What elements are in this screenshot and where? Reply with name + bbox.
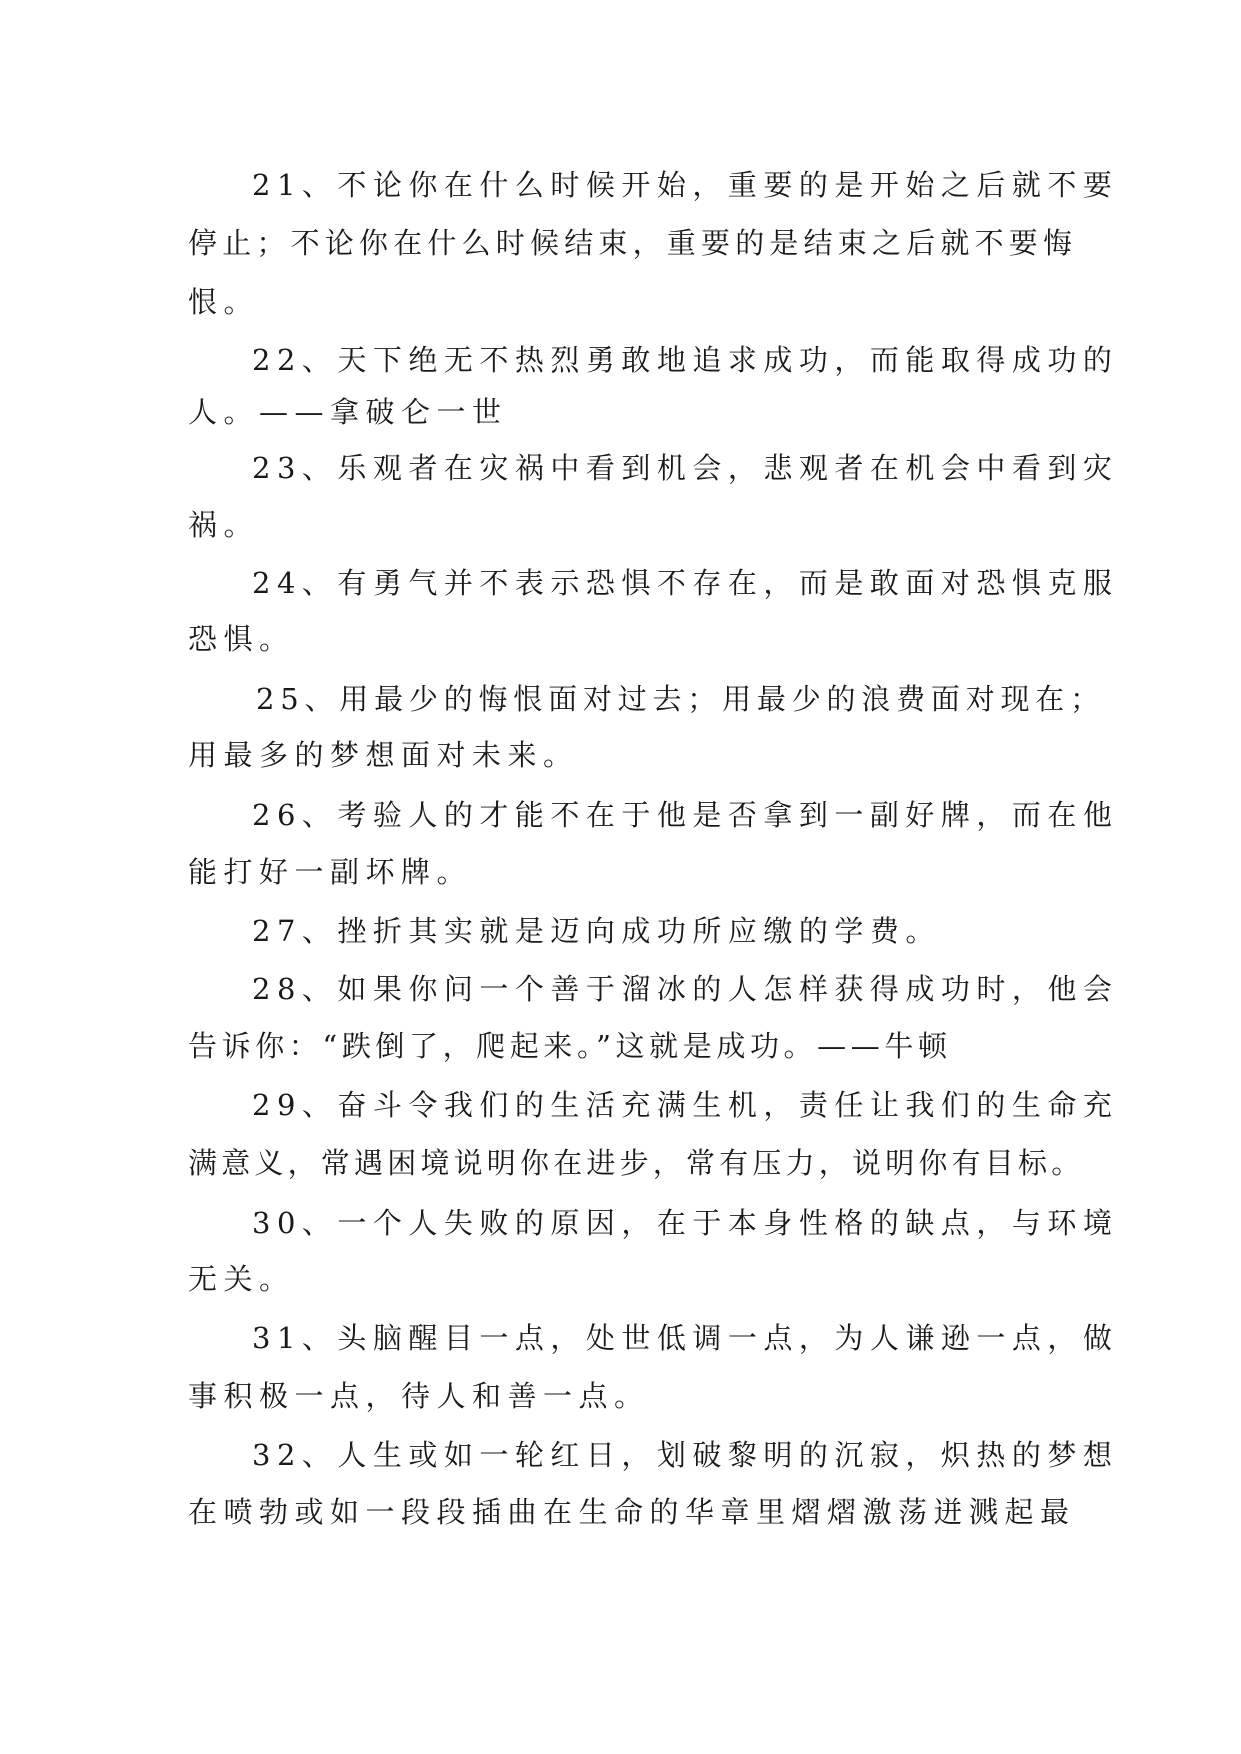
quote-31-line-2: 事积极一点，待人和善一点。 [188,1379,650,1413]
quote-24-line-1: 24、有勇气并不表示恐惧不存在，而是敢面对恐惧克服 [252,566,1119,600]
quote-30-line-2: 无关。 [188,1262,295,1296]
quote-29-line-1: 29、奋斗令我们的生活充满生机，责任让我们的生命充 [252,1088,1119,1122]
quote-21-line-3: 恨。 [188,285,260,319]
quote-28-line-2: 告诉你：“跌倒了，爬起来。”这就是成功。——牛顿 [188,1029,952,1063]
quote-23-line-1: 23、乐观者在灾祸中看到机会，悲观者在机会中看到灾 [252,451,1119,485]
quote-23-line-2: 祸。 [188,508,260,542]
quote-29-line-2: 满意义，常遇困境说明你在进步，常有压力，说明你有目标。 [188,1146,1085,1180]
quote-26-line-1: 26、考验人的才能不在于他是否拿到一副好牌，而在他 [252,798,1119,832]
quote-32-line-2: 在喷勃或如一段段插曲在生命的华章里熠熠激荡迸溅起最 [188,1495,1076,1529]
quote-30-line-1: 30、一个人失败的原因，在于本身性格的缺点，与环境 [252,1206,1119,1240]
quote-32-line-1: 32、人生或如一轮红日，划破黎明的沉寂，炽热的梦想 [252,1438,1119,1472]
quote-26-line-2: 能打好一副坏牌。 [188,855,473,889]
quote-22-line-1: 22、天下绝无不热烈勇敢地追求成功，而能取得成功的 [252,343,1119,377]
quote-22-line-2: 人。——拿破仑一世 [188,395,508,429]
quote-24-line-2: 恐惧。 [188,622,295,656]
quote-28-line-1: 28、如果你问一个善于溜冰的人怎样获得成功时，他会 [252,972,1119,1006]
quote-25-line-2: 用最多的梦想面对未来。 [188,738,579,772]
quote-21-line-2: 停止；不论你在什么时候结束，重要的是结束之后就不要悔 [188,226,1078,260]
quote-21-line-1: 21、不论你在什么时候开始，重要的是开始之后就不要 [252,168,1119,202]
quote-31-line-1: 31、头脑醒目一点，处世低调一点，为人谦逊一点，做 [252,1321,1119,1355]
quote-25-line-1: 25、用最少的悔恨面对过去；用最少的浪费面对现在； [256,682,1105,716]
quote-27-line-1: 27、挫折其实就是迈向成功所应缴的学费。 [252,914,941,948]
